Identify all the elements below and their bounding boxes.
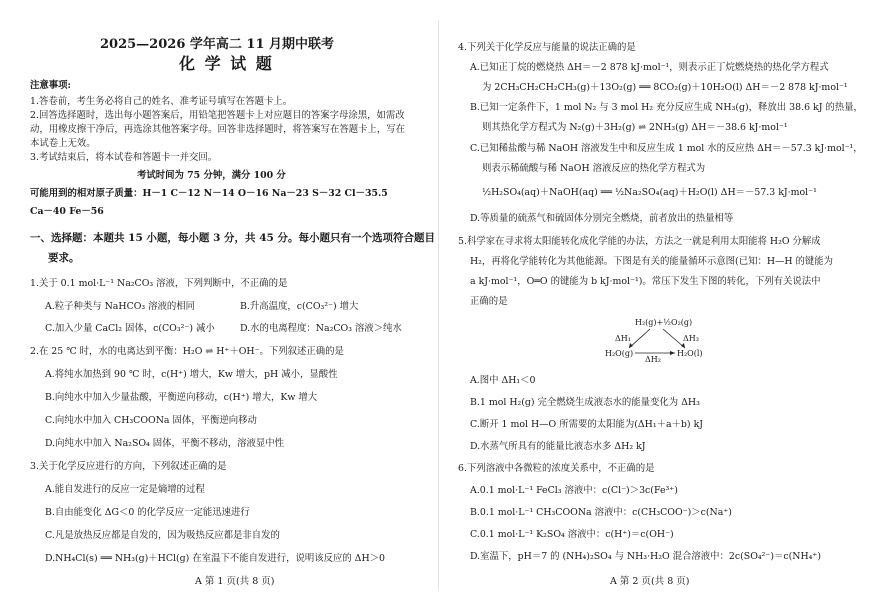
- option: B.向纯水中加入少量盐酸，平衡逆向移动，c(H⁺) 增大，Kw 增大: [45, 392, 318, 403]
- atomic-masses: 可能用到的相对原子质量：H－1 C－12 N－14 O－16 Na－23 S－32 Cl－35.5: [30, 188, 388, 199]
- page-footer: A 第 1 页(共 8 页): [195, 576, 275, 587]
- diagram-dh3-label: ΔH₃: [683, 334, 699, 343]
- option: D.室温下，pH＝7 的 (NH₄)₂SO₄ 与 NH₃·H₂O 混合溶液中：2c(SO₄²⁻)＝c(NH₄⁺): [470, 551, 822, 562]
- option: C.已知稀盐酸与稀 NaOH 溶液发生中和反应生成 1 mol 水的反应热 ΔH＝－57.3 kJ·mol⁻¹，: [470, 143, 863, 154]
- equation: 为 2CH₃CH₂CH₂CH₃(g)＋13O₂(g) ══ 8CO₂(g)＋10H₂O(l) ΔH＝－2 878 kJ·mol⁻¹: [482, 82, 848, 93]
- question-cont: 正确的是: [470, 296, 508, 307]
- option: B.已知一定条件下，1 mol N₂ 与 3 mol H₂ 充分反应生成 NH₃(g)，释放出 38.6 kJ 的热量，: [470, 102, 863, 113]
- diagram-dh2-label: ΔH₂: [645, 355, 661, 364]
- option: A.将纯水加热到 90 ℃ 时，c(H⁺) 增大，Kw 增大，pH 减小，显酸性: [45, 369, 338, 380]
- subject-title: 化 学 试 题: [179, 54, 274, 73]
- option: C.断开 1 mol H—O 所需要的太阳能为(ΔH₁＋a＋b) kJ: [470, 419, 704, 430]
- option-cont: 则表示稀硫酸与稀 NaOH 溶液反应的热化学方程式为: [482, 163, 706, 174]
- option: D.水蒸气所具有的能量比液态水多 ΔH₂ kJ: [470, 441, 646, 452]
- question-6: 6.下列溶液中各微粒的浓度关系中，不正确的是: [458, 463, 655, 474]
- option: D.水的电离程度：Na₂CO₃ 溶液＞纯水: [240, 323, 402, 334]
- option: B.升高温度，c(CO₃²⁻) 增大: [240, 301, 359, 312]
- option: C.0.1 mol·L⁻¹ K₂SO₄ 溶液中：c(H⁺)＝c(OH⁻): [470, 529, 674, 540]
- option: C.向纯水中加入 CH₃COONa 固体，平衡逆向移动: [45, 415, 257, 426]
- option: D.等质量的硫蒸气和硫固体分别完全燃烧，前者放出的热量相等: [470, 213, 734, 224]
- section-heading: 要求。: [48, 252, 80, 264]
- note-line: 3.考试结束后，将本试卷和答题卡一并交回。: [30, 152, 218, 163]
- exam-page-2: [440, 0, 870, 615]
- question-cont: H₂，再将化学能转化为其他能源。下图是有关的能量循环示意图(已知：H—H 的键能为: [470, 256, 834, 267]
- question-cont: a kJ·mol⁻¹，O═O 的键能为 b kJ·mol⁻¹)。常压下发生下图的转化，下列有关说法中: [470, 276, 821, 287]
- atomic-masses: Ca－40 Fe－56: [30, 206, 104, 217]
- notes-heading: 注意事项:: [30, 80, 71, 91]
- option: A.粒子种类与 NaHCO₃ 溶液的相同: [45, 301, 196, 312]
- question-2: 2.在 25 ℃ 时，水的电离达到平衡：H₂O ⇌ H⁺＋OH⁻。下列叙述正确的是: [30, 346, 344, 357]
- note-line: 2.回答选择题时，选出每小题答案后，用铅笔把答题卡上对应题目的答案字母涂黑，如需改: [30, 110, 405, 121]
- question-4: 4.下列关于化学反应与能量的说法正确的是: [458, 42, 636, 53]
- question-1: 1.关于 0.1 mol·L⁻¹ Na₂CO₃ 溶液，下列判断中，不正确的是: [30, 278, 288, 289]
- page-footer: A 第 2 页(共 8 页): [610, 576, 690, 587]
- option: B.自由能变化 ΔG＜0 的化学反应一定能迅速进行: [45, 507, 250, 518]
- section-heading: 一、选择题：本题共 15 小题，每小题 3 分，共 45 分。每小题只有一个选项符合题目: [30, 232, 435, 244]
- exam-title: 2025—2026 学年高二 11 月期中联考: [100, 37, 335, 52]
- diagram-right-label: H₂O(l): [677, 349, 703, 358]
- option: B.0.1 mol·L⁻¹ CH₃COONa 溶液中：c(CH₃COO⁻)＞c(Na⁺): [470, 507, 732, 518]
- option: D.NH₄Cl(s) ══ NH₃(g)＋HCl(g) 在室温下不能自发进行，说明该反应的 ΔH＞0: [45, 553, 385, 564]
- option: A.能自发进行的反应一定是熵增的过程: [45, 484, 205, 495]
- question-3: 3.关于化学反应进行的方向，下列叙述正确的是: [30, 461, 227, 472]
- page-divider: [438, 20, 439, 590]
- option: A.图中 ΔH₁＜0: [470, 375, 536, 386]
- question-5: 5.科学家在寻求将太阳能转化成化学能的办法，方法之一就是利用太阳能将 H₂O 分解成: [458, 236, 821, 247]
- option: C.凡是放热反应都是自发的，因为吸热反应都是非自发的: [45, 530, 280, 541]
- option: A.已知正丁烷的燃烧热 ΔH＝－2 878 kJ·mol⁻¹，则表示正丁烷燃烧热的热化学方程式: [470, 62, 829, 73]
- energy-cycle-diagram: [605, 316, 715, 366]
- option: D.向纯水中加入 Na₂SO₄ 固体，平衡不移动，溶液显中性: [45, 438, 285, 449]
- note-line: 本试卷上无效。: [30, 138, 96, 149]
- note-line: 1.答卷前，考生务必将自己的姓名、准考证号填写在答题卡上。: [30, 96, 293, 107]
- note-line: 动，用橡皮擦干净后，再选涂其他答案字母。回答非选择题时，将答案写在答题卡上，写在: [30, 124, 406, 135]
- diagram-top-label: H₂(g)+½O₂(g): [635, 318, 693, 327]
- diagram-dh1-label: ΔH₁: [615, 334, 631, 343]
- equation: ½H₂SO₄(aq)＋NaOH(aq) ══ ½Na₂SO₄(aq)＋H₂O(l) ΔH＝－57.3 kJ·mol⁻¹: [482, 187, 817, 198]
- option: C.加入少量 CaCl₂ 固体，c(CO₃²⁻) 减小: [45, 323, 215, 334]
- diagram-left-label: H₂O(g): [605, 349, 634, 358]
- equation: 则其热化学方程式为 N₂(g)＋3H₂(g) ⇌ 2NH₃(g) ΔH＝－38.6 kJ·mol⁻¹: [482, 122, 788, 133]
- time-note: 考试时间为 75 分钟，满分 100 分: [137, 170, 286, 181]
- option: A.0.1 mol·L⁻¹ FeCl₃ 溶液中：c(Cl⁻)＞3c(Fe³⁺): [470, 485, 678, 496]
- option: B.1 mol H₂(g) 完全燃烧生成液态水的能量变化为 ΔH₃: [470, 397, 700, 408]
